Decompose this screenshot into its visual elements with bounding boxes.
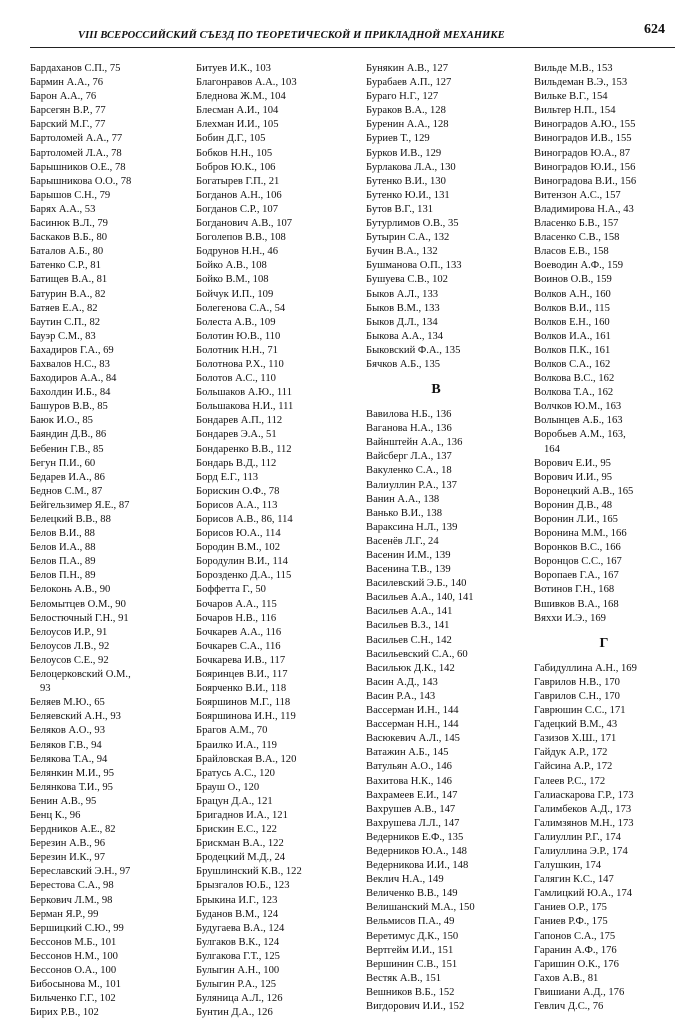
index-entry: Волков С.А., 162 [534, 358, 611, 370]
index-entry: Вершинин С.В., 151 [366, 958, 458, 970]
index-entry: Бураго Н.Г., 127 [366, 91, 439, 103]
index-entry: Вайнштейн А.А., 136 [366, 437, 463, 449]
index-entry: Бояршинов М.Г., 118 [196, 697, 291, 709]
index-entry: Бондарь В.Д., 112 [196, 457, 277, 469]
index-entry: Булыгин Р.А., 125 [196, 979, 277, 991]
index-entry: Гаврилов Н.В., 170 [534, 676, 620, 688]
index-entry: Барсегян В.Р., 77 [30, 105, 106, 117]
index-entry: Бобин Д.Г., 105 [196, 133, 266, 145]
index-entry: Белянкова Т.И., 95 [30, 781, 113, 793]
index-entry: Вахрамеев Е.И., 147 [366, 789, 458, 801]
index-entry: Виноградов А.Ю., 155 [534, 119, 636, 131]
index-entry: Вильде М.В., 153 [534, 63, 613, 74]
index-entry: Ганиев Р.Ф., 175 [534, 916, 608, 928]
index-entry: Власенко С.В., 158 [534, 232, 620, 244]
index-entry: Вотинов Г.Н., 168 [534, 584, 615, 596]
running-title: VIII ВСЕРОССИЙСКИЙ СЪЕЗД ПО ТЕОРЕТИЧЕСКОЙ И ПРИКЛАДНОЙ МЕХАНИКЕ [78, 30, 505, 41]
index-entry: Борозденко Д.А., 115 [196, 570, 292, 582]
index-entry: Бригаднов И.А., 121 [196, 809, 288, 821]
index-entry: Барский М.Г., 77 [30, 119, 106, 131]
index-entry: Барышникова О.О., 78 [30, 175, 132, 187]
index-entry: Воронин Л.И., 165 [534, 514, 618, 525]
index-entry: Бондаренко В.В., 112 [196, 443, 292, 455]
index-entry: Белоусов И.Р., 91 [30, 626, 108, 638]
index-entry: Богданович А.В., 107 [196, 218, 293, 230]
index-entry: Владимирова Н.А., 43 [534, 203, 634, 215]
index-entry: Бунтин Д.А., 126 [196, 1007, 273, 1019]
index-column-4 [534, 62, 679, 1014]
index-entry: Бураков В.А., 128 [366, 105, 446, 117]
index-entry: Бондарев Э.А., 51 [196, 429, 277, 441]
index-entry: Богданов А.Н., 106 [196, 189, 282, 201]
index-entry: Бартоломей Л.А., 78 [30, 147, 122, 159]
index-entry: Батенко С.Р., 81 [30, 260, 101, 272]
index-entry: Благонравов А.А., 103 [196, 77, 297, 89]
index-entry: Воронцов С.С., 167 [534, 556, 622, 568]
index-entry: Галиуллин Р.Г., 174 [534, 831, 621, 843]
index-entry: Величенко В.В., 149 [366, 888, 458, 900]
index-entry: Вайсберг Л.А., 137 [366, 451, 452, 463]
index-entry: Воронина М.М., 166 [534, 528, 627, 540]
index-entry: Васильев С.Н., 142 [366, 634, 452, 646]
index-entry: Борд Е.Г., 113 [196, 471, 259, 483]
index-entry: Вшивков В.А., 168 [534, 598, 619, 610]
index-entry: Бородулин В.И., 114 [196, 556, 288, 568]
index-entry: Гайдук А.Р., 172 [534, 747, 608, 759]
index-entry: Бессонов О.А., 100 [30, 965, 117, 976]
index-entry: Бартоломей А.А., 77 [30, 133, 123, 145]
index-entry: Белоусов Л.В., 92 [30, 640, 110, 652]
index-entry: Борискин О.Ф., 78 [196, 485, 280, 497]
index-entry: Воеводин А.Ф., 159 [534, 260, 623, 272]
index-entry: Борисов А.В., 86, 114 [196, 514, 293, 525]
index-entry: Бушуева С.В., 102 [366, 274, 448, 286]
index-entry: Галеев Р.С., 172 [534, 775, 606, 787]
index-entry: Бутурлимов О.В., 35 [366, 218, 459, 230]
index-entry: Брайловская В.А., 120 [196, 753, 297, 765]
index-entry: Воронков В.С., 166 [534, 542, 621, 554]
index-entry: Бочаров Н.В., 116 [196, 612, 277, 624]
index-entry: Бершицкий С.Ю., 99 [30, 922, 124, 934]
index-entry: Богатырев Г.П., 21 [196, 175, 280, 187]
index-entry: Газизов Х.Ш., 171 [534, 733, 617, 745]
index-entry: Болотник Н.Н., 71 [196, 344, 278, 356]
index-entry: Ватажин А.Б., 145 [366, 747, 449, 759]
index-entry: Вараксина Н.Л., 139 [366, 521, 458, 533]
index-entry: Вертгейм И.И., 151 [366, 944, 454, 956]
index-entry: Бурков И.В., 129 [366, 147, 442, 159]
index-entry: Баскаков В.Б., 80 [30, 232, 108, 244]
index-entry: Бахадиров Г.А., 69 [30, 344, 114, 356]
index-entry: Белостючный Г.Н., 91 [30, 612, 129, 624]
index-entry: Башуров В.В., 85 [30, 401, 108, 413]
index-entry: Гаранин А.Ф., 176 [534, 944, 617, 956]
index-entry: Браилко И.А., 119 [196, 739, 277, 751]
index-entry: Гаврюшин С.С., 171 [534, 705, 626, 717]
index-entry: Ванько В.И., 138 [366, 507, 443, 519]
index-entry: Вильдеман В.Э., 153 [534, 77, 628, 89]
index-entry: Васин Р.А., 143 [366, 690, 436, 702]
index-entry: Бучин В.А., 132 [366, 246, 438, 258]
index-entry: Бирих Р.В., 102 [30, 1007, 99, 1019]
index-entry: Ворович И.И., 95 [534, 471, 613, 483]
index-entry: Болотин Ю.В., 110 [196, 330, 281, 342]
index-entry: Воинов О.В., 159 [534, 274, 612, 286]
index-entry: Васин А.Д., 143 [366, 676, 438, 688]
index-entry: Ворович Е.И., 95 [534, 457, 611, 469]
index-entry: Блесман А.И., 104 [196, 105, 279, 117]
index-entry: Гаришин О.К., 176 [534, 958, 619, 970]
index-entry: Бегун П.И., 60 [30, 457, 96, 469]
index-entry: Ватульян А.О., 146 [366, 761, 452, 773]
index-entry: Белов И.А., 88 [30, 542, 96, 554]
index-entry: Булыгин А.Н., 100 [196, 965, 280, 976]
index-entry: Галиаскарова Г.Р., 173 [534, 789, 634, 801]
index-entry: Беломытцев О.М., 90 [30, 598, 126, 610]
section-letter: Г [599, 635, 609, 651]
index-entry: Бочкарев С.А., 116 [196, 640, 281, 652]
index-entry: Бенц К., 96 [30, 809, 81, 821]
index-entry: Быков В.М., 133 [366, 302, 440, 314]
index-entry: Битуев И.К., 103 [196, 63, 271, 74]
index-entry: Волков Е.Н., 160 [534, 316, 610, 328]
index-entry: Веретимус Д.К., 150 [366, 930, 459, 942]
index-entry: Василевский Э.Б., 140 [366, 578, 467, 590]
index-entry: Беркович Л.М., 98 [30, 894, 113, 906]
index-entry: Бородин В.М., 102 [196, 542, 281, 554]
index-entry: Бойко А.В., 108 [196, 260, 267, 272]
index-entry: Вассерман Н.Н., 144 [366, 719, 459, 731]
index-entry: Большакова Н.И., 111 [196, 401, 294, 413]
index-entry: Баталов А.Б., 80 [30, 246, 104, 258]
index-entry: Бурлакова Л.А., 130 [366, 161, 456, 173]
index-entry: Воронин Д.В., 48 [534, 499, 613, 511]
index-entry: Бунякин А.В., 127 [366, 63, 448, 74]
index-entry: Барышов С.Н., 79 [30, 189, 111, 201]
index-entry: Бессонов Н.М., 100 [30, 950, 118, 962]
index-entry: Валиуллин Р.А., 137 [366, 479, 457, 491]
index-entry: Бедарев И.А., 86 [30, 471, 105, 483]
index-entry: Вигдорович И.И., 152 [366, 1001, 465, 1012]
index-entry: Бильченко Г.Г., 102 [30, 993, 116, 1005]
index-entry: Васенина Т.В., 139 [366, 564, 451, 576]
index-column-2 [196, 62, 360, 1020]
index-entry: Брауш О., 120 [196, 781, 260, 793]
index-entry: Брискман В.А., 122 [196, 838, 284, 850]
index-entry: Виноградов Ю.И., 156 [534, 161, 636, 173]
index-entry: Вассерман И.Н., 144 [366, 705, 459, 717]
index-entry: Ванин А.А., 138 [366, 493, 440, 505]
index-entry: Волкова Т.А., 162 [534, 387, 614, 399]
index-column-3 [366, 62, 530, 1014]
index-entry: Васильевский С.А., 60 [366, 648, 468, 660]
index-entry: Бебенин Г.В., 85 [30, 443, 104, 455]
index-entry: Боголепов В.В., 108 [196, 232, 286, 244]
index-entry: Волынцев А.Б., 163 [534, 415, 623, 427]
index-entry: Беляков Г.В., 94 [30, 739, 102, 751]
index-entry: Богданов С.Р., 107 [196, 203, 279, 215]
index-entry: Гаврилов С.Н., 170 [534, 690, 620, 702]
index-column-1 [30, 62, 194, 1020]
index-entry: Галушкин, 174 [534, 860, 602, 872]
index-entry: Гадецкий В.М., 43 [534, 719, 618, 731]
index-entry: Вакуленко С.А., 18 [366, 465, 452, 477]
index-entry: Васильев А.А., 140, 141 [366, 592, 474, 604]
index-entry: Габидуллина А.Н., 169 [534, 662, 637, 674]
index-entry: Волчков Ю.М., 163 [534, 401, 622, 413]
index-entry: Баяндин Д.В., 86 [30, 429, 107, 441]
index-entry: Бобров Ю.К., 106 [196, 161, 276, 173]
index-entry: Бодрунов Н.Н., 46 [196, 246, 279, 258]
index-entry: Васильев А.А., 141 [366, 606, 453, 618]
index-entry: Волкова В.С., 162 [534, 373, 615, 385]
index-entry: Барон А.А., 76 [30, 91, 97, 103]
index-entry: Бахвалов Н.С., 83 [30, 358, 110, 370]
index-entry: Воропаев Г.А., 167 [534, 570, 619, 582]
index-entry: Бутырин С.А., 132 [366, 232, 450, 244]
index-entry: Бондарев А.П., 112 [196, 415, 283, 427]
index-entry: Бардаханов С.П., 75 [30, 63, 121, 74]
index-entry: Баходиров А.А., 84 [30, 373, 117, 385]
index-entry: Бочкарева И.В., 117 [196, 654, 286, 666]
index-entry: Брацун Д.А., 121 [196, 795, 273, 807]
index-entry: Бутов В.Г., 131 [366, 203, 434, 215]
index-entry: Беляков А.О., 93 [30, 725, 105, 737]
index-entry: Болегенова С.А., 54 [196, 302, 286, 314]
index-entry: Вахитова Н.К., 146 [366, 775, 452, 787]
index-entry: Барях А.А., 53 [30, 203, 96, 215]
index-entry: Гапонов С.А., 175 [534, 930, 616, 942]
index-entry: Вахрушева Л.Л., 147 [366, 817, 460, 829]
index-entry: Булгаков В.К., 124 [196, 936, 280, 948]
index-entry: Васильюк Д.К., 142 [366, 662, 455, 674]
index-entry: Васенин И.М., 139 [366, 550, 451, 561]
index-entry: Воронецкий А.В., 165 [534, 485, 634, 497]
index-entry: Белов П.Н., 89 [30, 570, 96, 582]
index-entry: Бушманова О.П., 133 [366, 260, 462, 272]
index-entry: Бячков А.Б., 135 [366, 358, 441, 370]
index-entry: Васюкевич А.Л., 145 [366, 733, 460, 745]
index-entry: Белов В.И., 88 [30, 528, 95, 540]
index-entry: Вильке В.Г., 154 [534, 91, 608, 103]
index-entry: Волков В.И., 115 [534, 302, 610, 314]
index-entry: Вестяк А.В., 151 [366, 972, 442, 984]
index-entry: Бурабаев А.П., 127 [366, 77, 452, 89]
index-entry: Бледнова Ж.М., 104 [196, 91, 286, 103]
index-entry: Власов Е.В., 158 [534, 246, 609, 258]
index-entry: Вильтер Н.П., 154 [534, 105, 616, 117]
index-entry: Бойчук И.П., 109 [196, 288, 274, 300]
index-entry: Галиуллина Э.Р., 174 [534, 845, 628, 857]
index-entry: Большаков А.Ю., 111 [196, 387, 293, 399]
index-entry: Быкова А.А., 134 [366, 330, 444, 342]
index-entry: Гевлич Д.С., 76 [534, 1001, 604, 1012]
index-entry: Берман Я.Р., 99 [30, 908, 99, 920]
index-entry: Бочаров А.А., 115 [196, 598, 277, 610]
index-entry: Берестова С.А., 98 [30, 880, 114, 892]
index-entry: Виноградов Ю.А., 87 [534, 147, 631, 159]
page-number: 624 [644, 22, 665, 37]
index-entry: Белянкин М.И., 95 [30, 767, 115, 779]
header-rule [30, 47, 675, 48]
index-entry: Борисов Ю.А., 114 [196, 528, 281, 540]
index-entry: Бояринцев В.И., 117 [196, 669, 288, 681]
index-entry: Вельмисов П.А., 49 [366, 916, 455, 928]
index-entry: Басинюк В.Л., 79 [30, 218, 108, 230]
index-entry: Белов П.А., 89 [30, 556, 96, 568]
index-entry: Брыкина И.Г., 123 [196, 894, 278, 906]
index-entry: Вавилова Н.Б., 136 [366, 409, 452, 421]
index-entry: Батурин В.А., 82 [30, 288, 106, 300]
index-entry: Бердников А.Е., 82 [30, 824, 116, 836]
index-entry: Белоусов С.Е., 92 [30, 654, 109, 666]
index-entry: Белоконь А.В., 90 [30, 584, 111, 596]
index-entry: Вешников В.Б., 152 [366, 986, 455, 998]
index-entry: Волков А.Н., 160 [534, 288, 611, 300]
index-entry: Ведерникова И.И., 148 [366, 860, 469, 872]
index-entry: Белецкий В.В., 88 [30, 514, 111, 525]
index-entry: Бойко В.М., 108 [196, 274, 269, 286]
index-entry: Галягин К.С., 147 [534, 874, 614, 886]
index-entry: Буданов В.М., 124 [196, 908, 279, 920]
index-entry: Болотов А.С., 110 [196, 373, 276, 385]
index-entry: Брызгалов Ю.Б., 123 [196, 880, 290, 892]
index-entry: Блехман И.И., 105 [196, 119, 279, 131]
index-entry: Бочкарев А.А., 116 [196, 626, 282, 638]
index-entry: Буляница А.Л., 126 [196, 993, 283, 1005]
index-entry: Бахолдин И.Б., 84 [30, 387, 111, 399]
index-entry: Бродецкий М.Д., 24 [196, 852, 286, 864]
index-entry: Бутенко В.И., 130 [366, 175, 446, 187]
index-entry: Гайсина А.Р., 172 [534, 761, 613, 773]
index-entry: Воробьев А.М., 163, [534, 429, 626, 441]
index-entry: Ведерников Е.Ф., 135 [366, 831, 464, 843]
index-entry: Белякова Т.А., 94 [30, 753, 108, 765]
author-index [30, 62, 675, 1019]
index-entry: Волков И.А., 161 [534, 330, 611, 342]
index-entry: Булгакова Г.Т., 125 [196, 950, 280, 962]
index-entry: Гамлицкий Ю.А., 174 [534, 888, 633, 900]
index-entry-continuation: 93 [40, 683, 51, 695]
index-entry: Васильев В.З., 141 [366, 620, 450, 632]
index-entry: Бейгельзимер Я.Е., 87 [30, 499, 130, 511]
index-entry: Беднов С.М., 87 [30, 485, 103, 497]
index-entry: Буренин А.А., 128 [366, 119, 449, 131]
index-entry: Болеста А.В., 109 [196, 316, 276, 328]
index-entry: Гахов А.В., 81 [534, 972, 599, 984]
index-entry: Ганиев О.Р., 175 [534, 902, 607, 914]
index-entry: Бобков Н.Н., 105 [196, 147, 273, 159]
index-entry: Болотнова Р.Х., 110 [196, 358, 284, 370]
index-entry-continuation: 164 [544, 443, 560, 455]
index-entry: Галимбеков А.Д., 173 [534, 803, 632, 815]
index-entry: Васенёв Л.Г., 24 [366, 535, 439, 547]
index-entry: Вяххи И.Э., 169 [534, 612, 606, 624]
index-entry: Брагов А.М., 70 [196, 725, 268, 737]
index-entry: Боффетта Г., 50 [196, 584, 266, 596]
index-entry: Береславский Э.Н., 97 [30, 866, 131, 878]
index-entry: Белоцерковский О.М., [30, 669, 131, 681]
index-entry: Веклич Н.А., 149 [366, 874, 444, 886]
index-entry: Витензон А.С., 157 [534, 189, 621, 201]
index-entry: Боярченко В.И., 118 [196, 683, 287, 695]
index-entry: Быков А.Л., 133 [366, 288, 439, 300]
index-entry: Велишанский М.А., 150 [366, 902, 475, 914]
index-entry: Буриев Т., 129 [366, 133, 430, 145]
index-entry: Быковский Ф.А., 135 [366, 344, 461, 356]
index-entry: Будугаева В.А., 124 [196, 922, 285, 934]
index-entry: Баюк И.О., 85 [30, 415, 93, 427]
index-entry: Власенко Б.В., 157 [534, 218, 619, 230]
index-entry: Батищев В.А., 81 [30, 274, 108, 286]
index-entry: Вахрушев А.В., 147 [366, 803, 456, 815]
index-entry: Ведерников Ю.А., 148 [366, 845, 467, 857]
index-entry: Брискин Е.С., 122 [196, 824, 277, 836]
index-entry: Березин А.В., 96 [30, 838, 105, 850]
index-entry: Бармин А.А., 76 [30, 77, 104, 89]
index-entry: Виноградова В.И., 156 [534, 175, 637, 187]
index-entry: Баутин С.П., 82 [30, 316, 101, 328]
index-entry: Братусь А.С., 120 [196, 767, 275, 779]
index-entry: Волков П.К., 161 [534, 344, 611, 356]
index-entry: Березин И.К., 97 [30, 852, 105, 864]
index-entry: Бенин А.В., 95 [30, 795, 97, 807]
index-entry: Бауэр С.М., 83 [30, 330, 96, 342]
index-entry: Батяев Е.А., 82 [30, 302, 98, 314]
index-entry: Борисов А.А., 113 [196, 499, 278, 511]
index-entry: Барышников О.Е., 78 [30, 161, 126, 173]
index-entry: Виноградов И.В., 155 [534, 133, 632, 145]
index-entry: Бибосынова М., 101 [30, 979, 121, 991]
index-entry: Бессонов М.Б., 101 [30, 936, 117, 948]
index-entry: Гвишиани А.Д., 176 [534, 986, 625, 998]
index-entry: Беляев М.Ю., 65 [30, 697, 105, 709]
index-entry: Бутенко Ю.И., 131 [366, 189, 450, 201]
index-entry: Бояршинова И.Н., 119 [196, 711, 296, 723]
index-entry: Галимзянов М.Н., 173 [534, 817, 634, 829]
index-entry: Беляевский А.Н., 93 [30, 711, 121, 723]
section-letter: В [431, 382, 441, 398]
index-entry: Брушлинский К.В., 122 [196, 866, 302, 878]
index-entry: Быков Д.Л., 134 [366, 316, 438, 328]
index-entry: Ваганова Н.А., 136 [366, 423, 452, 435]
